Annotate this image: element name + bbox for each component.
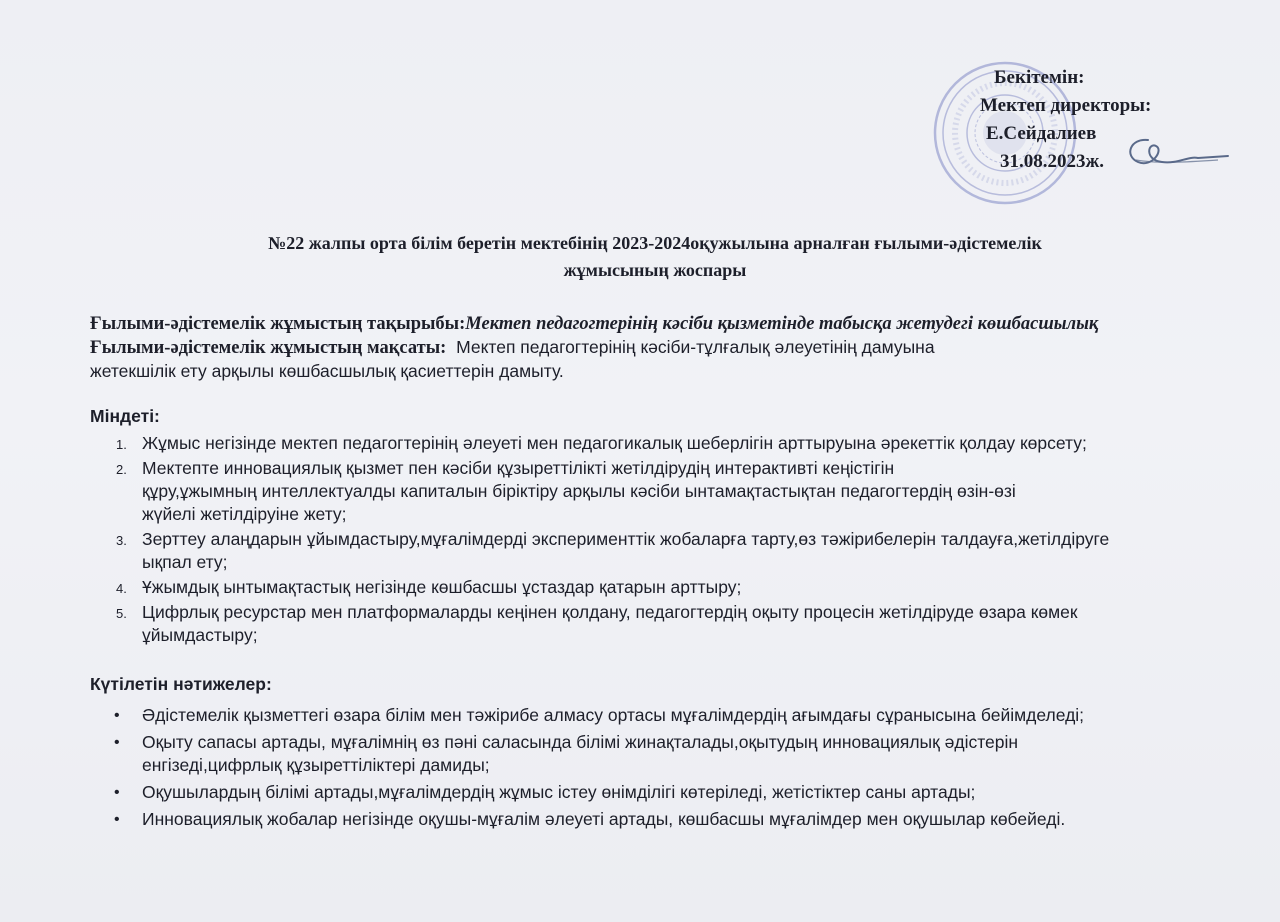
result-item <box>90 781 1260 804</box>
topic-label: Ғылыми-әдістемелік жұмыстың тақырыбы: <box>90 314 466 334</box>
results-heading: Күтілетін нәтижелер: <box>90 674 272 694</box>
task-item <box>90 601 1260 647</box>
goal-label: Ғылыми-әдістемелік жұмыстың мақсаты: <box>90 338 447 358</box>
topic-row <box>90 312 1260 336</box>
goal-value-line-1: Мектеп педагогтерінің кәсіби-тұлғалық әлеуетінің дамуына <box>456 337 935 357</box>
task-item <box>90 528 1260 574</box>
document-title <box>80 230 1230 284</box>
tasks-heading: Міндеті: <box>90 406 160 426</box>
bullet-icon: • <box>114 811 120 828</box>
bullet-icon: • <box>114 734 120 751</box>
title-line-1: №22 жалпы орта білім беретін мектебінің 2023-2024оқужылына арналған ғылыми-әдістемелік <box>268 233 1042 253</box>
task-item <box>90 432 1260 455</box>
goal-value-line-2: жетекшілік ету арқылы көшбасшылық қасиеттерін дамыту. <box>90 361 564 381</box>
task-text-line: ықпал ету; <box>142 552 228 572</box>
task-number: 3. <box>116 533 127 548</box>
approval-block <box>980 64 1240 176</box>
task-text-line: Цифрлық ресурстар мен платформаларды кеңінен қолдану, педагогтердің оқыту процесін жетілдіруде өзара көмек <box>142 602 1078 622</box>
result-text-line: енгізеді,цифрлық құзыреттіліктері дамиды; <box>142 755 490 775</box>
goal-row <box>90 336 1260 360</box>
title-line-2: жұмысының жоспары <box>563 260 747 280</box>
task-item <box>90 457 1260 526</box>
results-list <box>90 704 1260 831</box>
task-item <box>90 576 1260 599</box>
approval-name: Е.Сейдалиев <box>986 123 1097 144</box>
task-text-line: ұйымдастыру; <box>142 625 258 645</box>
result-text-line: Оқыту сапасы артады, мұғалімнің өз пәні саласында білімі жинақталады,оқытудың инновациялық әдістерін <box>142 732 1019 752</box>
result-item <box>90 731 1260 777</box>
result-text-line: Әдістемелік қызметтегі өзара білім мен тәжірибе алмасу ортасы мұғалімдердің ағымдағы сұранысына бейімделеді; <box>142 705 1085 725</box>
task-text-line: Мектепте инновациялық қызмет пен кәсіби құзыреттілікті жетілдірудің интерактивті кеңістігін <box>142 458 895 478</box>
task-text-line: Ұжымдық ынтымақтастық негізінде көшбасшы ұстаздар қатарын арттыру; <box>142 577 742 597</box>
task-text-line: жүйелі жетілдіруіне жету; <box>142 504 347 524</box>
task-number: 1. <box>116 437 127 452</box>
approval-heading: Бекітемін: <box>994 67 1085 88</box>
task-text-line: Зерттеу алаңдарын ұйымдастыру,мұғалімдерді эксперименттік жобаларға тарту,өз тәжірибелерін талдауға,жетілдіруге <box>142 529 1110 549</box>
task-number: 4. <box>116 581 127 596</box>
result-text-line: Оқушылардың білімі артады,мұғалімдердің жұмыс істеу өнімділігі көтеріледі, жетістіктер саны артады; <box>142 782 976 802</box>
task-text-line: құру,ұжымның интеллектуалды капиталын біріктіру арқылы кәсіби ынтамақтастықтан педагогтердің өзін-өзі <box>142 481 1016 501</box>
bullet-icon: • <box>114 784 120 801</box>
task-text-line: Жұмыс негізінде мектеп педагогтерінің әлеуеті мен педагогикалық шеберлігін арттыруына әрекеттік қолдау көрсету; <box>142 433 1087 453</box>
approval-date: 31.08.2023ж. <box>1000 151 1105 172</box>
task-number: 5. <box>116 606 127 621</box>
tasks-list <box>90 432 1260 647</box>
document-body <box>90 312 1260 835</box>
result-text-line: Инновациялық жобалар негізінде оқушы-мұғалім әлеуеті артады, көшбасшы мұғалімдер мен оқушылар көбейеді. <box>142 809 1066 829</box>
approval-position: Мектеп директоры: <box>980 95 1152 116</box>
bullet-icon: • <box>114 707 120 724</box>
topic-value: Мектеп педагогтерінің кәсіби қызметінде табысқа жетудегі көшбасшылық <box>465 314 1099 334</box>
task-number: 2. <box>116 462 127 477</box>
result-item <box>90 808 1260 831</box>
result-item <box>90 704 1260 727</box>
